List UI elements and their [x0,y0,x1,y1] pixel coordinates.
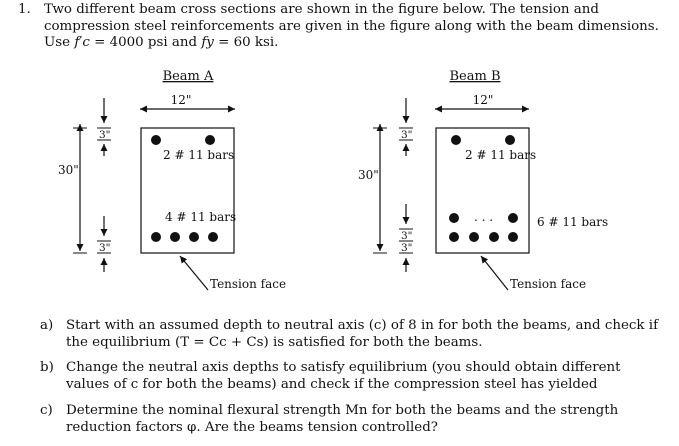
beam-b-bottom-cover-label-2: 3" [401,242,413,254]
beam-a [58,69,286,291]
beam-a-top-bars-label: 2 # 11 bars [163,148,235,162]
problem-number: 1. [18,2,31,17]
beam-b-tension-face-arrow [481,256,508,290]
beam-b-bottom-bar [449,232,459,242]
beam-b-top-bar [451,135,461,145]
beam-b-bottom-bar [449,213,459,223]
beam-b-width-label: 12" [472,93,494,107]
beam-a-height-label: 30" [58,163,79,177]
problem-text-3: = 60 ksi. [213,35,279,50]
beam-a-bottom-bar [208,232,218,242]
beam-b-bottom-bar [508,213,518,223]
problem-text-1: Two different beam cross sections are shown in the figure below. The tension and compression steel reinforcements are given in the figure along with the beam dimensions. Use [44,2,659,50]
beam-b-bar-dots: . . . [474,210,494,224]
question-b-text: Change the neutral axis depths to satisfy equilibrium (you should obtain different values of c for both the beams) and check if the compression steel has yielded [66,360,621,392]
beam-b-tension-face-label: Tension face [510,277,587,291]
beam-b-bottom-bar [469,232,479,242]
beam-b-top-cover-label: 3" [401,129,413,141]
beam-a-top-bar [151,135,161,145]
beam-a-width-label: 12" [170,93,192,107]
fy-symbol: fy [201,35,214,50]
problem-text [44,2,669,52]
question-c-label: c) [40,403,53,418]
beam-a-title: Beam A [162,69,214,84]
beam-a-top-bar [205,135,215,145]
beam-b-top-bars-label: 2 # 11 bars [465,148,537,162]
beam-b-title: Beam B [449,69,501,84]
question-c-text: Determine the nominal flexural strength Mn for both the beams and the strength reduction factors φ. Are the beams tension controlled? [66,403,619,435]
beam-a-bottom-bars-label: 4 # 11 bars [165,210,237,224]
beam-figure-svg [0,58,679,304]
question-a-label: a) [40,318,54,333]
beam-a-top-cover-label: 3" [99,129,111,141]
beam-b [358,69,608,291]
fc-symbol: f′c [74,35,90,50]
beam-b-top-bar [505,135,515,145]
question-b-label: b) [40,360,54,375]
beam-a-bottom-cover-label: 3" [99,242,111,254]
beam-b-bottom-bar [508,232,518,242]
beam-b-bottom-cover-label-1: 3" [401,230,413,242]
question-a-text: Start with an assumed depth to neutral axis (c) of 8 in for both the beams, and check if the equilibrium (T = Cc + Cs) is satisfied for both the beams. [66,318,659,350]
problem-text-2: = 4000 psi and [89,35,202,50]
beam-a-bottom-bar [151,232,161,242]
beam-a-tension-face-label: Tension face [210,277,287,291]
beam-figure [0,58,679,304]
beam-b-bottom-bars-label: 6 # 11 bars [537,215,609,229]
beam-a-tension-face-arrow [180,256,208,290]
beam-a-bottom-bar [170,232,180,242]
beam-a-bottom-bar [189,232,199,242]
beam-b-height-label: 30" [358,168,379,182]
beam-b-bottom-bar [489,232,499,242]
